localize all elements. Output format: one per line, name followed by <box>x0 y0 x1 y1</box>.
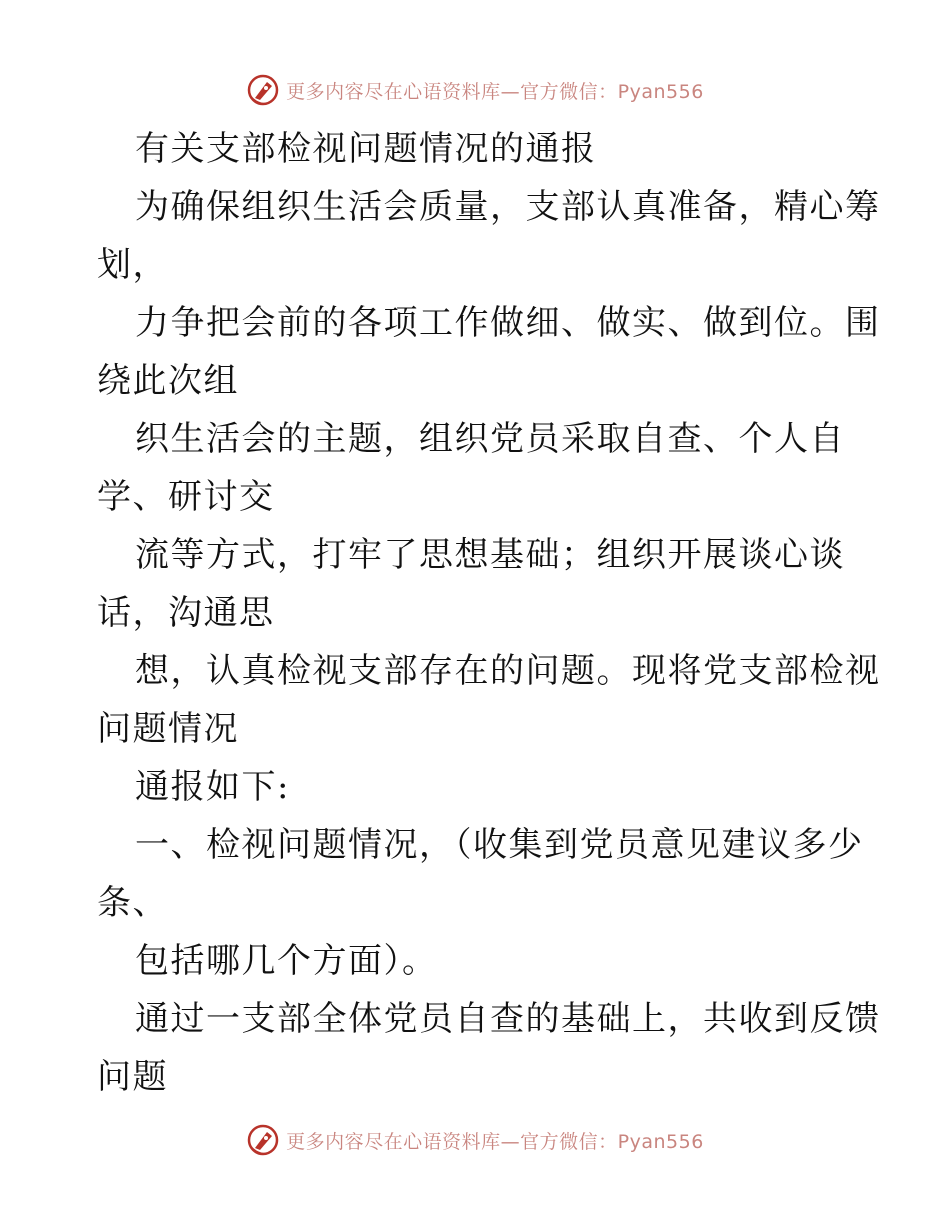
paragraph-line: 划， <box>97 245 168 285</box>
section-heading-line: 条、 <box>97 883 168 923</box>
paragraph-line: 为确保组织生活会质量，支部认真准备，精心筹 <box>135 187 881 227</box>
footer-banner-text: 更多内容尽在心语资料库—官方微信：Pyan556 <box>286 1130 704 1153</box>
paragraph-line: 包括哪几个方面）。 <box>135 941 438 981</box>
paragraph-line: 问题情况 <box>97 709 239 749</box>
paragraph-line: 问题 <box>97 1057 168 1097</box>
paragraph-line: 想，认真检视支部存在的问题。现将党支部检视 <box>135 651 881 691</box>
section-heading-line: 一、检视问题情况，（收集到党员意见建议多少 <box>135 825 864 865</box>
paragraph-line: 绕此次组 <box>97 361 239 401</box>
paragraph-line: 流等方式，打牢了思想基础；组织开展谈心谈 <box>135 535 845 575</box>
header-banner-text: 更多内容尽在心语资料库—官方微信：Pyan556 <box>286 80 704 103</box>
paragraph-line: 织生活会的主题，组织党员采取自查、个人自 <box>135 419 845 459</box>
paragraph-line: 学、研讨交 <box>97 477 275 517</box>
header-banner <box>0 70 950 110</box>
pen-nib-icon <box>246 73 280 107</box>
footer-banner <box>0 1120 950 1160</box>
paragraph-line: 力争把会前的各项工作做细、做实、做到位。围 <box>135 303 881 343</box>
paragraph-line: 通报如下: <box>135 767 290 807</box>
document-body <box>97 120 881 1106</box>
paragraph-line: 话，沟通思 <box>97 593 275 633</box>
document-title: 有关支部检视问题情况的通报 <box>135 129 597 169</box>
pen-nib-icon <box>246 1123 280 1157</box>
paragraph-line: 通过一支部全体党员自查的基础上，共收到反馈 <box>135 999 881 1039</box>
